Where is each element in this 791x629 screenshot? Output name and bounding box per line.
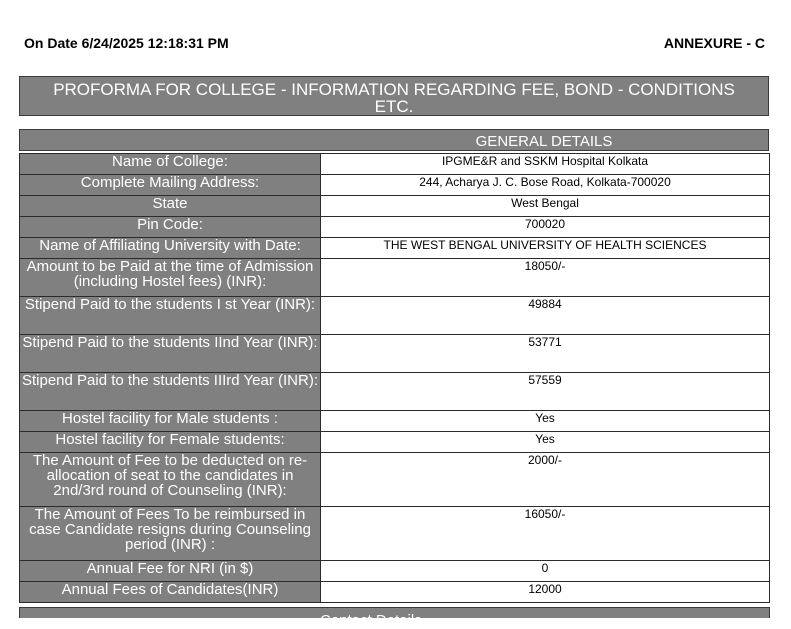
row-label: Complete Mailing Address: <box>20 175 321 196</box>
table-row <box>20 432 770 453</box>
row-label: Hostel facility for Female students: <box>20 432 321 453</box>
table-row <box>20 196 770 217</box>
table-row <box>20 297 770 335</box>
table-row <box>20 453 770 507</box>
table-row <box>20 582 770 603</box>
row-value: 49884 <box>321 297 770 335</box>
row-label: Annual Fees of Candidates(INR) <box>20 582 321 603</box>
row-label: Stipend Paid to the students I st Year (INR): <box>20 297 321 335</box>
row-label: Pin Code: <box>20 217 321 238</box>
table-row <box>20 217 770 238</box>
table-row <box>20 507 770 561</box>
row-label: Stipend Paid to the students IInd Year (INR): <box>20 335 321 373</box>
table-row <box>20 238 770 259</box>
table-row <box>20 335 770 373</box>
proforma-title: PROFORMA FOR COLLEGE - INFORMATION REGARDING FEE, BOND - CONDITIONS ETC. <box>19 76 769 116</box>
row-value: 700020 <box>321 217 770 238</box>
row-label: Annual Fee for NRI (in $) <box>20 561 321 582</box>
row-value: 53771 <box>321 335 770 373</box>
row-label: Stipend Paid to the students IIIrd Year (INR): <box>20 373 321 411</box>
general-details-table <box>19 153 770 603</box>
row-label: Name of Affiliating University with Date: <box>20 238 321 259</box>
annexure-label: ANNEXURE - C <box>663 35 765 51</box>
row-label: State <box>20 196 321 217</box>
table-row <box>20 259 770 297</box>
row-value: IPGME&R and SSKM Hospital Kolkata <box>321 154 770 175</box>
row-value: THE WEST BENGAL UNIVERSITY OF HEALTH SCIENCES <box>321 238 770 259</box>
report-date: On Date 6/24/2025 12:18:31 PM <box>24 35 229 51</box>
row-label: The Amount of Fees To be reimbursed in case Candidate resigns during Counseling period (INR) : <box>20 507 321 561</box>
row-value: Yes <box>321 432 770 453</box>
row-value: 18050/- <box>321 259 770 297</box>
row-label: Name of College: <box>20 154 321 175</box>
row-value: West Bengal <box>321 196 770 217</box>
row-value: 2000/- <box>321 453 770 507</box>
row-label: Amount to be Paid at the time of Admission (including Hostel fees) (INR): <box>20 259 321 297</box>
row-value: Yes <box>321 411 770 432</box>
row-value: 244, Acharya J. C. Bose Road, Kolkata-700020 <box>321 175 770 196</box>
section-header-label: GENERAL DETAILS <box>475 133 613 150</box>
table-row <box>20 373 770 411</box>
section-header-label: Contact Details <box>320 612 422 629</box>
row-label: The Amount of Fee to be deducted on re-allocation of seat to the candidates in 2nd/3rd round of Counseling (INR): <box>20 453 321 507</box>
section-header-general-details <box>19 129 769 151</box>
table-row <box>20 175 770 196</box>
table-row <box>20 411 770 432</box>
table-row <box>20 154 770 175</box>
row-value: 12000 <box>321 582 770 603</box>
row-label: Hostel facility for Male students : <box>20 411 321 432</box>
section-header-contact-details <box>19 607 770 629</box>
table-row <box>20 561 770 582</box>
row-value: 0 <box>321 561 770 582</box>
row-value: 57559 <box>321 373 770 411</box>
row-value: 16050/- <box>321 507 770 561</box>
